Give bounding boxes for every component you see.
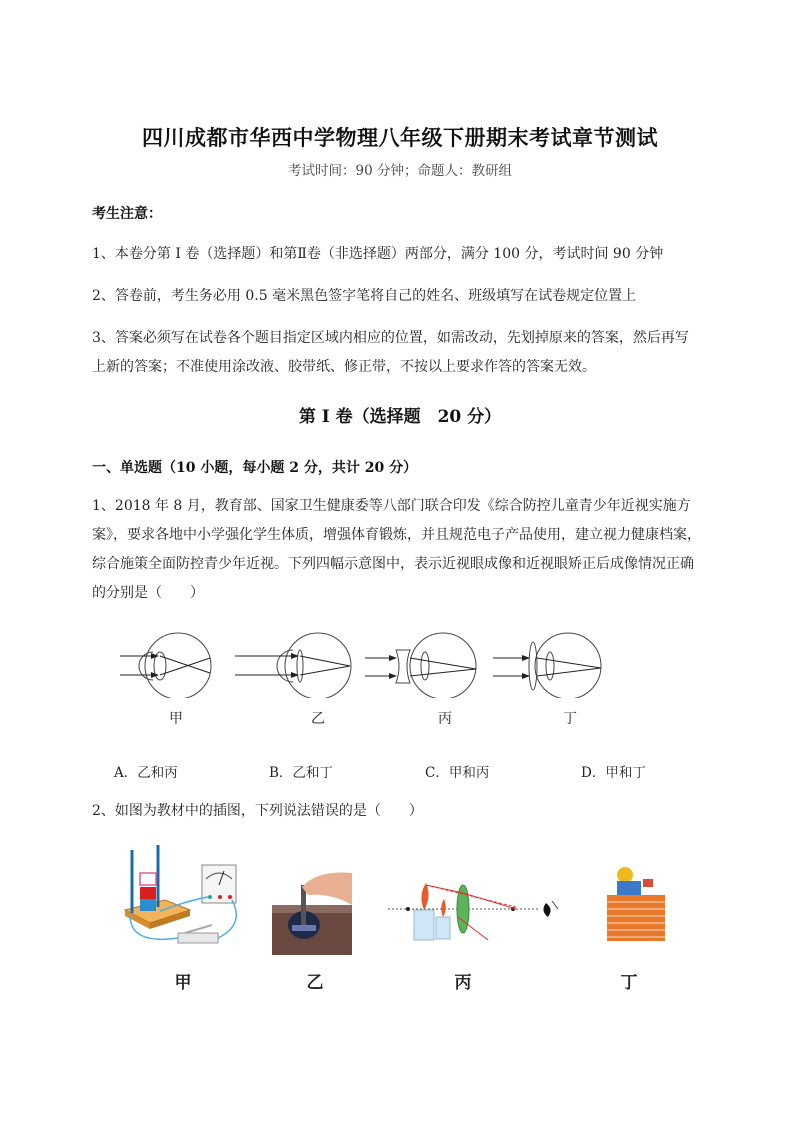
eye-diagram-figure bbox=[110, 628, 620, 698]
illustration-jia-circuit bbox=[120, 845, 250, 955]
notice-item-3: 3、答案必须写在试卷各个题目指定区域内相应的位置，如需改动，先划掉原来的答案，然后再写上新的答案；不准使用涂改液、胶带纸、修正带，不按以上要求作答的答案无效。 bbox=[92, 330, 689, 375]
question-2-text: 2、如图为教材中的插图，下列说法错误的是（ ） bbox=[92, 803, 423, 819]
figure-label-jia: 甲 bbox=[169, 711, 183, 727]
exam-info: 考试时间：90 分钟；命题人：教研组 bbox=[288, 163, 512, 179]
q2-figure-label-yi: 乙 bbox=[306, 973, 324, 993]
eye-diagrams-svg bbox=[110, 628, 620, 698]
part-heading: 一、单选题（10 小题，每小题 2 分，共计 20 分） bbox=[92, 460, 418, 476]
q2-figure-label-jia: 甲 bbox=[174, 973, 192, 993]
q2-figure-label-ding: 丁 bbox=[620, 973, 638, 993]
notice-item-2: 2、答卷前，考生务必用 0.5 毫米黑色签字笔将自己的姓名、班级填写在试卷规定位置上 bbox=[92, 288, 637, 304]
option-c[interactable]: C．甲和丙 bbox=[425, 765, 490, 781]
illustration-bing-candle-lens bbox=[388, 865, 568, 945]
illustration-yi-photo bbox=[272, 865, 352, 955]
figure-label-ding: 丁 bbox=[563, 711, 577, 727]
section-title: 第 I 卷（选择题 20 分） bbox=[298, 407, 502, 427]
option-b[interactable]: B．乙和丁 bbox=[269, 765, 333, 781]
q2-figure-label-bing: 丙 bbox=[454, 973, 472, 993]
notice-heading: 考生注意： bbox=[92, 206, 162, 222]
notice-item-1: 1、本卷分第 I 卷（选择题）和第Ⅱ卷（非选择题）两部分，满分 100 分，考试时间 90 分钟 bbox=[92, 246, 664, 262]
page-title: 四川成都市华西中学物理八年级下册期末考试章节测试 bbox=[142, 126, 658, 150]
illustration-ding-bricklayer bbox=[605, 865, 667, 943]
figure-label-yi: 乙 bbox=[311, 711, 325, 727]
option-d[interactable]: D．甲和丁 bbox=[581, 765, 646, 781]
figure-label-bing: 丙 bbox=[438, 711, 452, 727]
option-a[interactable]: A．乙和丙 bbox=[114, 765, 178, 781]
question-1-text: 1、2018 年 8 月，教育部、国家卫生健康委等八部门联合印发《综合防控儿童青少年近视实施方案》，要求各地中小学强化学生体质，增强体育锻炼，并且规范电子产品使用，建立视力健康档案，综合施策全面防控青少年近视。下列四幅示意图中，表示近视眼成像和近视眼矫正后成像情况正确的分别是（ ） bbox=[92, 498, 701, 601]
